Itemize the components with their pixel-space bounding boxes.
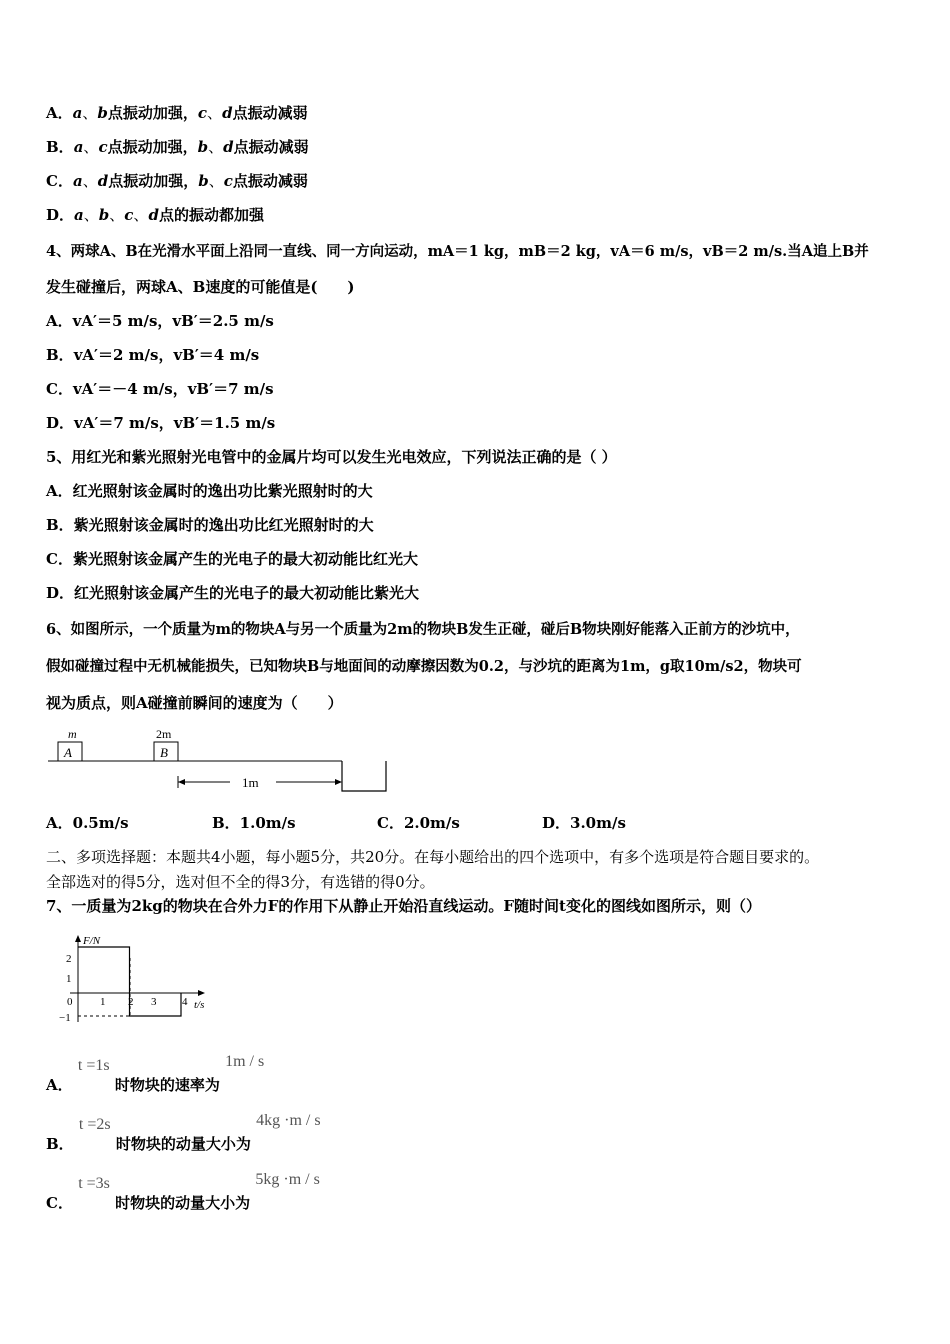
q4-option-d: D．vA′＝7 m/s，vB′＝1.5 m/s — [46, 414, 276, 432]
q4-option-b: B．vA′＝2 m/s，vB′＝4 m/s — [46, 346, 260, 364]
q3-option-d: D．a、b、c、d点的振动都加强 — [46, 206, 264, 224]
q7-stem: 7、一质量为2kg的物块在合外力F的作用下从静止开始沿直线运动。F随时间t变化的图线如图所示，则（） — [46, 897, 761, 915]
y-tick-1: 1 — [66, 973, 72, 985]
q5-option-d: D．红光照射该金属产生的光电子的最大初动能比紫光大 — [46, 584, 420, 602]
force-series-line — [78, 947, 181, 1016]
q5-option-a: A．红光照射该金属时的逸出功比紫光照射时的大 — [46, 482, 373, 500]
q5-option-b: B．紫光照射该金属时的逸出功比红光照射时的大 — [46, 516, 374, 534]
q3-option-c: C．a、d点振动加强，b、c点振动减弱 — [46, 172, 308, 190]
mass-a-label: m — [68, 727, 77, 741]
arrowhead-right — [335, 779, 342, 785]
x-tick-2: 2 — [128, 996, 134, 1008]
y-tick-minus1: −1 — [59, 1012, 71, 1024]
q5-option-c: C．紫光照射该金属产生的光电子的最大初动能比红光大 — [46, 550, 418, 568]
q7-option-a-time: t =1s — [77, 1057, 110, 1074]
q6-stem-line3: 视为质点，则A碰撞前瞬间的速度为（ ） — [46, 694, 343, 712]
section2-heading-line2: 全部选对的得5分，选对但不全的得3分，有选错的得0分。 — [46, 873, 435, 891]
x-tick-1: 1 — [100, 996, 106, 1008]
distance-label: 1m — [242, 775, 259, 790]
block-b-label: B — [160, 745, 168, 760]
x-axis-label: t/s — [194, 999, 205, 1011]
y-axis-label: F/N — [83, 935, 101, 947]
q6-option-a: A．0.5m/s — [46, 814, 129, 832]
q4-option-c: C．vA′＝－4 m/s，vB′＝7 m/s — [46, 380, 274, 398]
q4-stem-line1: 4、两球A、B在光滑水平面上沿同一直线、同一方向运动，mA＝1 kg，mB＝2 kg，vA＝6 m/s，vB＝2 m/s.当A追上B并 — [46, 243, 869, 260]
y-tick-2: 2 — [66, 953, 72, 965]
q4-option-a: A．vA′＝5 m/s，vB′＝2.5 m/s — [46, 312, 274, 330]
q7-option-c-value: 5kg ·m / s — [255, 1171, 320, 1188]
q3-option-b: B．a、c点振动加强，b、d点振动减弱 — [46, 138, 309, 156]
q7-option-b-time: t =2s — [78, 1116, 111, 1133]
mass-b-label: 2m — [156, 727, 172, 741]
q4-stem-line2: 发生碰撞后，两球A、B速度的可能值是( ) — [46, 278, 355, 296]
q6-stem-line2: 假如碰撞过程中无机械能损失，已知物块B与地面间的动摩擦因数为0.2，与沙坑的距离为1m，g取10m/s2，物块可 — [46, 658, 802, 675]
q6-collision-diagram — [44, 726, 394, 798]
x-axis-arrow — [198, 990, 205, 996]
q7-force-time-graph — [56, 932, 216, 1028]
q5-stem: 5、用红光和紫光照射光电管中的金属片均可以发生光电效应，下列说法正确的是（ ） — [46, 448, 617, 466]
x-tick-0: 0 — [67, 996, 73, 1008]
q6-stem-line1: 6、如图所示，一个质量为m的物块A与另一个质量为2m的物块B发生正碰，碰后B物块刚好能落入正前方的沙坑中， — [46, 621, 800, 638]
q7-option-c: C． t =3s 时物块的动量大小为 5kg ·m / s — [46, 1171, 320, 1212]
block-a-label: A — [64, 745, 72, 760]
q7-option-c-time: t =3s — [78, 1175, 110, 1192]
x-tick-4: 4 — [182, 996, 188, 1008]
x-tick-3: 3 — [151, 996, 157, 1008]
q6-option-c: C．2.0m/s — [377, 814, 460, 832]
q6-option-b: B．1.0m/s — [212, 814, 296, 832]
q7-option-a-value: 1m / s — [225, 1053, 265, 1070]
sand-pit — [342, 761, 386, 791]
q7-option-b: B． t =2s 时物块的动量大小为 4kg ·m / s — [46, 1112, 321, 1153]
q7-option-a: A． t =1s 时物块的速率为 1m / s — [46, 1053, 265, 1094]
y-axis-arrow — [75, 935, 81, 942]
q3-option-a: A．a、b点振动加强，c、d点振动减弱 — [46, 104, 308, 122]
q6-option-d: D．3.0m/s — [542, 814, 626, 832]
arrowhead-left — [178, 779, 185, 785]
section2-heading-line1: 二、多项选择题：本题共4小题，每小题5分，共20分。在每小题给出的四个选项中，有多个选项是符合题目要求的。 — [46, 848, 820, 866]
q7-option-b-value: 4kg ·m / s — [256, 1112, 321, 1129]
